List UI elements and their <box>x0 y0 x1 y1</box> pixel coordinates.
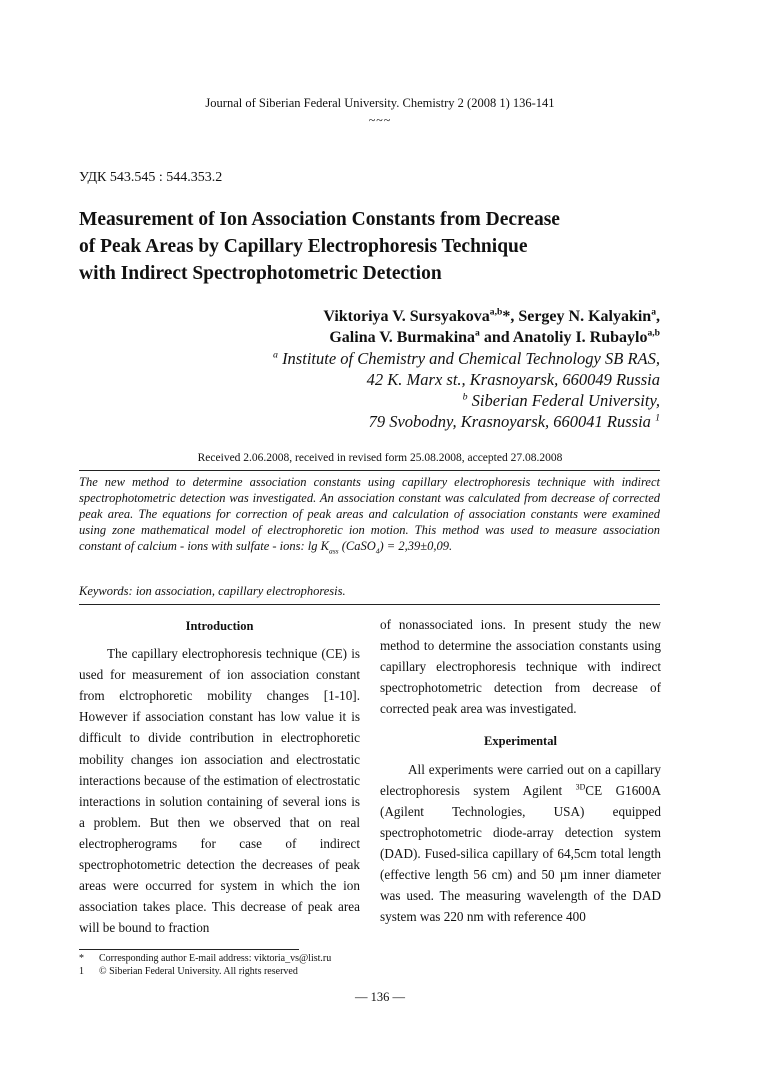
footnote-mark: * <box>79 953 84 964</box>
affiliation-mark: a <box>273 349 278 361</box>
footnote-corresponding <box>79 953 331 964</box>
affiliation-a-line-1 <box>273 348 660 369</box>
affiliation-text: Institute of Chemistry and Chemical Technology SB RAS, <box>282 349 660 368</box>
header-separator: ~~~ <box>368 113 392 127</box>
formula-open: (CaSO <box>338 539 376 553</box>
left-column <box>79 616 360 938</box>
experimental-heading: Experimental <box>484 734 557 749</box>
keywords-bottom-rule <box>79 604 660 605</box>
affiliation-a-line-2: 42 K. Marx st., Krasnoyarsk, 660049 Russia <box>366 370 660 389</box>
received-dates: Received 2.06.2008, received in revised form 25.08.2008, accepted 27.08.2008 <box>197 452 563 464</box>
abstract-top-rule <box>79 470 660 471</box>
affiliation-text: 79 Svobodny, Krasnoyarsk, 660041 Russia <box>368 412 651 431</box>
author-name: Sergey N. Kalyakin <box>518 308 652 325</box>
journal-header: Journal of Siberian Federal University. Chemistry 2 (2008 1) 136-141 <box>205 96 555 110</box>
paper-title <box>79 206 679 287</box>
author-name: Galina V. Burmakina <box>329 329 476 346</box>
constant-subscript: ass <box>329 546 339 556</box>
author-affiliation-mark: a <box>651 306 656 318</box>
author-name: Viktoriya V. Sursyakova <box>323 308 490 325</box>
affiliation-mark: b <box>462 391 468 403</box>
affiliation-b-line-1 <box>273 390 660 411</box>
author-affiliation-mark: a,b <box>647 327 660 339</box>
continuation-paragraph: of nonassociated ions. In present study the new method to determine the association constants using capillary electrophoresis technique with indirect spectrophotometric detection from decrease of corrected peak area was investigated. <box>380 617 661 717</box>
authors-line-2 <box>323 327 660 348</box>
author-list <box>323 306 660 348</box>
experimental-paragraph <box>380 759 661 928</box>
title-line-2: of Peak Areas by Capillary Electrophoresis Technique <box>79 236 528 257</box>
corresponding-mark: *, <box>502 308 519 325</box>
affiliations <box>273 348 660 432</box>
keywords: Keywords: ion association, capillary electrophoresis. <box>79 584 346 598</box>
footnote-rule <box>79 949 299 950</box>
title-line-3: with Indirect Spectrophotometric Detection <box>79 263 442 284</box>
author-affiliation-mark: a,b <box>489 306 503 318</box>
affiliation-text: Siberian Federal University, <box>471 391 660 410</box>
formula-value: ) = 2,39±0,09. <box>379 539 453 553</box>
author-separator: , <box>656 308 660 325</box>
author-affiliation-mark: a <box>475 327 480 339</box>
abstract-text: The new method to determine association constants using capillary electrophoresis technique with indirect spectrophotometric detection was investigated. An association constant was calculated from decrease of corrected peak area. The equations for correction of peak areas and calculation of association constants were examined using zone mathematical model of electrophoretic ion motion. This method was used to measure association constant of calcium - ions with sulfate - ions: lg K <box>79 475 660 553</box>
footnote-mark: 1 <box>655 412 660 424</box>
author-name: Anatoliy I. Rubaylo <box>512 329 648 346</box>
formula-subscript: 4 <box>375 546 380 556</box>
page-number: — 136 — <box>355 990 405 1004</box>
experimental-text: CE G1600A (Agilent Technologies, USA) equipped spectrophotometric diode-array detection system (DAD). Fused-silica capillary of 64,5cm total length (effective length 56 cm) and 50 µm inner diameter was used. The measuring wavelength of the DAD system was 220 nm with reference 400 <box>380 782 661 925</box>
author-conjunction: and <box>479 329 513 346</box>
footnote-text: Corresponding author E-mail address: viktoria_vs@list.ru <box>99 953 332 964</box>
footnote-copyright <box>79 966 298 977</box>
udk-code: УДК 543.545 : 544.353.2 <box>79 170 223 185</box>
authors-line-1 <box>323 306 660 327</box>
experimental-text: All experiments were carried out on a capillary electrophoresis system Agilent <box>380 761 661 798</box>
footnote-mark: 1 <box>79 966 84 977</box>
abstract <box>79 474 660 554</box>
title-line-1: Measurement of Ion Association Constants from Decrease <box>79 209 560 230</box>
introduction-heading: Introduction <box>185 619 254 633</box>
right-column <box>380 614 661 927</box>
introduction-paragraph: The capillary electrophoresis technique (CE) is used for measurement of ion association constant from elctrophoretic mobility changes [1-10]. However if association constant has low value it is difficult to divide contribution in electrophoretic mobility changes ion association and electrostatic interactions because of the estimation of electrostatic interactions in solution containing of several ions is a problem. But then we observed that on real electropherograms for case of indirect spectrophotometric detection the decreases of peak areas were occurred for system in which the ion association takes place. This decrease of peak area will be bound to fraction <box>79 646 360 936</box>
affiliation-b-line-2 <box>273 411 660 432</box>
instrument-superscript: 3D <box>575 782 586 792</box>
footnote-text: © Siberian Federal University. All rights reserved <box>99 966 298 977</box>
